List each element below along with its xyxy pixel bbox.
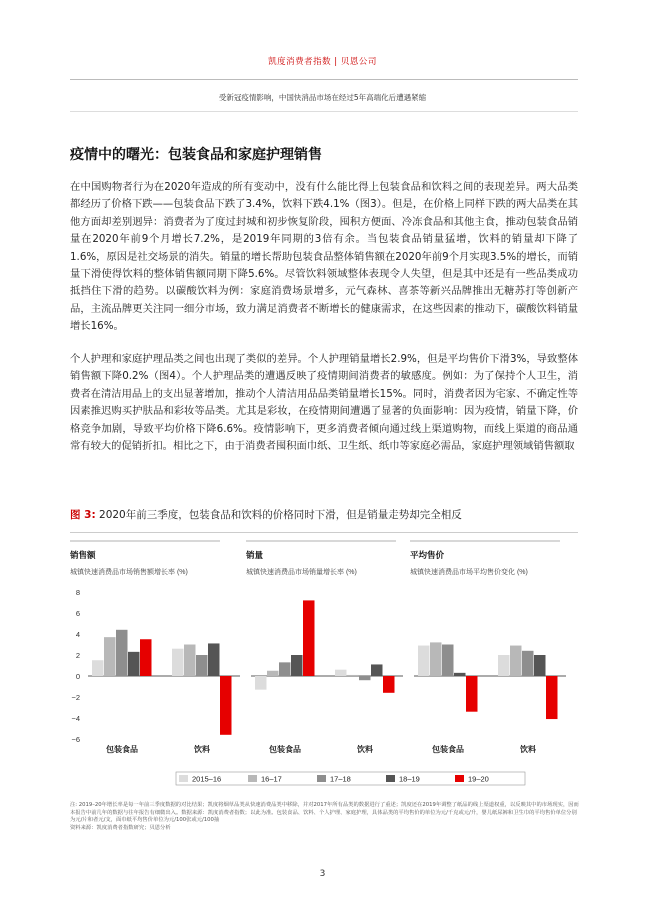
y-tick-label: −4 xyxy=(71,714,80,723)
category-label: 饮料 xyxy=(520,745,536,754)
panel-subtitle: 城镇快速消费品市场销售额增长率 (%) xyxy=(70,569,188,576)
paragraph-2: 个人护理和家庭护理品类之间也出现了类似的差异。个人护理销量增长2.9%，但是平均售价下滑3%，导致整体销售额下降0.2%（图4）。个人护理品类的遭遇反映了疫情期间消费者的敏感度。例如：为了保持个人卫生，消费者在清洁用品上的支出显著增加，推动个人清洁用品品类销量增长15%。同时，消费者因为宅家、不确定性等因素推迟购买护肤品和彩妆等品类。尤其是彩妆，在疫情期间遭遇了显著的负面影响：因为疫情，销量下降，价格竞争加剧，导致平均价格下降6.6%。疫情影响下，更多消费者倾向通过线上渠道购物，而线上渠道的商品通常有较大的促销折扣。相比之下，由于消费者囤积面巾纸、卫生纸、纸巾等家庭必需品，家庭护理领域销售额取 xyxy=(70,353,578,453)
paragraph-1: 在中国购物者行为在2020年造成的所有变动中，没有什么能比得上包装食品和饮料之间的表现差异。两大品类都经历了价格下跌——包装食品下跌了3.4%，饮料下跌4.1%（图3）。但是，在价格上同样下跌的两大品类在其他方面却差别迥异：消费者为了度过封城和初步恢复阶段，囤积方便面、冷冻食品和其他主食，推动包装食品销量在2020年前9个月增长7.2%，是2019年同期的3倍有余。当包装食品销量猛增，饮料的销量却下降了1.6%，原因是社交场景的消失。销量的增长帮助包装食品整体销售额在2020年前9个月实现3.5%的增长，而销量下滑使得饮料的整体销售额同期下降5.6%。尽管饮料领域整体表现令人失望，但是其中还是有一些品类成功抵挡住下滑的趋势。以碳酸饮料为例：家庭消费场景增多，元气森林、喜茶等新兴品牌推出无糖苏打等创新产品，主流品牌更关注同一细分市场，致力满足消费者不断增长的健康需求，在这些因素的推动下，碳酸饮料销量增长16%。 xyxy=(70,181,578,333)
bar xyxy=(522,651,534,676)
bar xyxy=(255,676,267,690)
legend-swatch xyxy=(179,775,188,782)
figure-notes xyxy=(70,802,580,832)
header-subtitle: 受新冠疫情影响，中国快消品市场在经过5年高端化后遭遇紧缩 xyxy=(218,93,427,102)
legend-swatch xyxy=(455,775,464,782)
category-label: 饮料 xyxy=(194,745,210,754)
bar xyxy=(546,676,558,719)
category-label: 包装食品 xyxy=(269,745,301,754)
legend-swatch xyxy=(317,775,326,782)
bar xyxy=(116,630,128,676)
y-tick-label: 4 xyxy=(75,630,80,639)
bar xyxy=(442,645,454,677)
bar xyxy=(303,600,315,676)
category-label: 饮料 xyxy=(357,745,373,754)
legend-swatch xyxy=(386,775,395,782)
bar xyxy=(534,655,546,676)
bar xyxy=(347,675,359,676)
bar xyxy=(208,643,220,676)
y-tick-label: −6 xyxy=(71,735,80,744)
bar xyxy=(279,662,291,676)
page-number: 3 xyxy=(319,869,326,879)
bar xyxy=(92,660,104,676)
figure-label: 图 3: xyxy=(70,509,96,521)
legend-label: 18–19 xyxy=(399,774,420,784)
y-tick-label: 6 xyxy=(75,609,80,618)
bar xyxy=(466,676,478,712)
panel-title: 销售额 xyxy=(70,550,96,560)
bar xyxy=(196,655,208,676)
y-tick-label: 8 xyxy=(75,588,80,597)
header-brand: 凯度消费者指数 | 贝恩公司 xyxy=(268,57,377,67)
panel-title: 销量 xyxy=(246,550,264,560)
bar xyxy=(220,676,232,735)
figure-source-text: 资料来源：凯度消费者指数研究；贝恩分析 xyxy=(70,824,171,831)
y-tick-label: 0 xyxy=(75,672,80,681)
bar xyxy=(371,664,383,676)
legend-label: 19–20 xyxy=(468,774,489,784)
bar xyxy=(383,676,395,693)
bar xyxy=(359,676,371,680)
bar xyxy=(184,645,196,677)
section-title: 疫情中的曙光：包装食品和家庭护理销售 xyxy=(70,147,322,163)
y-tick-label: 2 xyxy=(75,651,80,660)
legend-label: 16–17 xyxy=(261,774,282,784)
bar xyxy=(430,642,442,676)
bar xyxy=(140,639,152,676)
figure-caption: 2020年前三季度，包装食品和饮料的价格同时下滑，但是销量走势却完全相反 xyxy=(99,509,462,521)
bar xyxy=(510,646,522,676)
figure-note-text: 注: 2019–20年增长率是每一年前三季度数据的对比结果；凯度将烟草品类从快速消费品类中移除，并对2017年所有品类的数据进行了重述；凯度还在2019年调整了纸品的线上渠道权重，以反映其中的市场现实，因而本报告中前几年的数据与往年报告有细微出入。数据来源：凯度消费者指数；以此为准。包装食品、饮料、个人护理、家庭护理，具体品类的平均售价的单位为元/千克或元/升，婴儿纸尿裤和卫生巾的平均售价单位分别为元/片和者元/支，面巾纸平均售价单位为元/100张或元/100抽 xyxy=(70,802,579,824)
y-tick-label: −2 xyxy=(71,693,80,702)
legend-swatch xyxy=(248,775,257,782)
category-label: 包装食品 xyxy=(432,745,464,754)
bar xyxy=(172,649,184,676)
panel-subtitle: 城镇快速消费品市场销量增长率 (%) xyxy=(246,569,357,576)
legend-label: 17–18 xyxy=(330,774,351,784)
bar xyxy=(335,670,347,676)
bar xyxy=(128,652,140,676)
category-label: 包装食品 xyxy=(106,745,138,754)
bar xyxy=(291,655,303,676)
legend-label: 2015–16 xyxy=(192,774,222,784)
bar xyxy=(454,673,466,676)
panel-subtitle: 城镇快速消费品市场平均售价变化 (%) xyxy=(410,569,528,576)
bar xyxy=(418,646,430,676)
bar xyxy=(104,637,116,676)
bar xyxy=(267,671,279,676)
bar xyxy=(498,655,510,676)
panel-title: 平均售价 xyxy=(410,550,445,560)
